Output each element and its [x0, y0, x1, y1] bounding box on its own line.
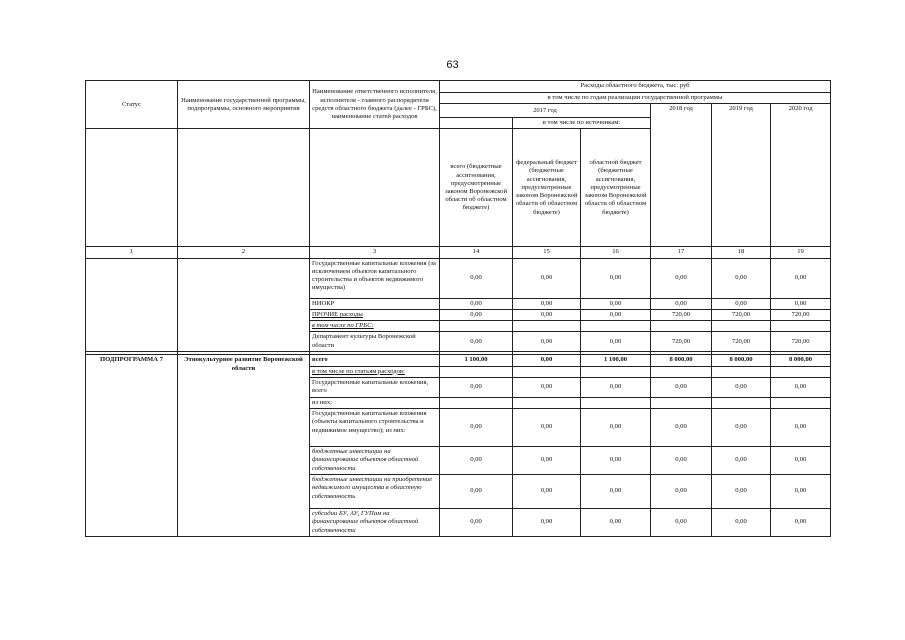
- value-cell: [651, 366, 712, 377]
- value-cell: [771, 366, 831, 377]
- value-cell: 0,00: [440, 475, 513, 509]
- value-cell: 0,00: [771, 258, 831, 298]
- value-cell: 0,00: [581, 475, 651, 509]
- column-number: 2: [178, 247, 310, 258]
- header-total: всего (бюджетные ассигнования, предусмотренные законом Воронежской области об областном бюджете): [440, 129, 513, 247]
- table-row: [86, 355, 831, 366]
- header-by-years: в том числе по годам реализации государственной программы: [440, 93, 831, 104]
- status-cell-empty: [86, 258, 178, 352]
- header-program-cont: [178, 129, 310, 247]
- value-cell: 0,00: [513, 309, 581, 320]
- value-cell: 720,00: [771, 309, 831, 320]
- value-cell: 0,00: [513, 298, 581, 309]
- value-cell: 0,00: [712, 258, 771, 298]
- value-cell: 8 000,00: [651, 355, 712, 366]
- row-label: Департамент культуры Воронежской области: [310, 332, 440, 352]
- value-cell: 720,00: [651, 332, 712, 352]
- value-cell: [513, 366, 581, 377]
- value-cell: [651, 321, 712, 332]
- header-total-spacer: [440, 118, 513, 129]
- row-label: ПРОЧИЕ расходы: [310, 309, 440, 320]
- value-cell: 0,00: [440, 258, 513, 298]
- value-cell: 0,00: [513, 377, 581, 397]
- header-year-2018: 2018 год: [651, 104, 712, 247]
- row-label: НИОКР: [310, 298, 440, 309]
- value-cell: 0,00: [771, 475, 831, 509]
- value-cell: 0,00: [440, 332, 513, 352]
- row-label: Государственные капитальные вложения (объекты капитального строительства и недвижимое имущество); из них:: [310, 409, 440, 447]
- value-cell: [771, 397, 831, 408]
- value-cell: 0,00: [581, 332, 651, 352]
- value-cell: 0,00: [440, 509, 513, 537]
- value-cell: 8 000,00: [771, 355, 831, 366]
- column-number: 17: [651, 247, 712, 258]
- value-cell: [513, 321, 581, 332]
- value-cell: 0,00: [513, 509, 581, 537]
- row-label: бюджетные инвестиции на приобретение недвижимого имущества в областную собственность: [310, 475, 440, 509]
- value-cell: 0,00: [440, 409, 513, 447]
- value-cell: 0,00: [651, 298, 712, 309]
- column-number-row: [86, 247, 831, 258]
- value-cell: 0,00: [440, 377, 513, 397]
- budget-table: [85, 80, 831, 537]
- page-number: 63: [446, 59, 459, 71]
- value-cell: 0,00: [771, 298, 831, 309]
- value-cell: 0,00: [440, 298, 513, 309]
- column-number: 16: [581, 247, 651, 258]
- value-cell: [651, 397, 712, 408]
- value-cell: 0,00: [712, 475, 771, 509]
- value-cell: [712, 366, 771, 377]
- row-label: в том числе по статьям расходов:: [310, 366, 440, 377]
- column-number: 14: [440, 247, 513, 258]
- value-cell: 0,00: [771, 409, 831, 447]
- row-label: всего: [310, 355, 440, 366]
- column-number: 19: [771, 247, 831, 258]
- row-label: Государственные капитальные вложения, всего: [310, 377, 440, 397]
- subprogram-status: ПОДПРОГРАММА 7: [86, 355, 178, 536]
- value-cell: 720,00: [712, 332, 771, 352]
- value-cell: [513, 397, 581, 408]
- value-cell: 0,00: [651, 409, 712, 447]
- row-label: Государственные капитальные вложения (за исключением объектов капитального строительства и объектов недвижимого имущества): [310, 258, 440, 298]
- value-cell: [440, 366, 513, 377]
- value-cell: 0,00: [581, 447, 651, 475]
- value-cell: 720,00: [651, 309, 712, 320]
- value-cell: 0,00: [771, 447, 831, 475]
- column-number: 15: [513, 247, 581, 258]
- row-label: бюджетные инвестиции на финансирование объектов областной собственности: [310, 447, 440, 475]
- header-executor-cont: [310, 129, 440, 247]
- value-cell: [440, 321, 513, 332]
- value-cell: 0,00: [513, 447, 581, 475]
- column-number: 18: [712, 247, 771, 258]
- value-cell: [712, 397, 771, 408]
- value-cell: 1 100,00: [581, 355, 651, 366]
- value-cell: 0,00: [651, 447, 712, 475]
- value-cell: 720,00: [771, 332, 831, 352]
- value-cell: 0,00: [771, 377, 831, 397]
- row-label: субсидии БУ, АУ, ГУПам на финансирование объектов областной собственности: [310, 509, 440, 537]
- value-cell: 0,00: [712, 409, 771, 447]
- column-number: 3: [310, 247, 440, 258]
- program-cell-empty: [178, 258, 310, 352]
- value-cell: 0,00: [513, 258, 581, 298]
- value-cell: 0,00: [581, 309, 651, 320]
- value-cell: 1 100,00: [440, 355, 513, 366]
- value-cell: 0,00: [712, 377, 771, 397]
- header-federal: федеральный бюджет (бюджетные ассигнования, предусмотренные законом Воронежской области об областном бюджете): [513, 129, 581, 247]
- value-cell: [712, 321, 771, 332]
- header-year-2017: 2017 год: [440, 104, 651, 118]
- row-label: из них:: [310, 397, 440, 408]
- value-cell: [771, 321, 831, 332]
- header-year-2019: 2019 год: [712, 104, 771, 247]
- value-cell: [581, 397, 651, 408]
- value-cell: 0,00: [581, 409, 651, 447]
- value-cell: 0,00: [513, 475, 581, 509]
- row-label: в том числе по ГРБС:: [310, 321, 440, 332]
- header-status-cont: [86, 129, 178, 247]
- value-cell: 0,00: [581, 298, 651, 309]
- subprogram-name: Этнокультурное развитие Воронежской области: [178, 355, 310, 536]
- header-year-2020: 2020 год: [771, 104, 831, 247]
- value-cell: 0,00: [513, 332, 581, 352]
- value-cell: [581, 366, 651, 377]
- value-cell: 0,00: [712, 298, 771, 309]
- value-cell: 0,00: [651, 258, 712, 298]
- value-cell: 0,00: [581, 258, 651, 298]
- value-cell: 0,00: [440, 309, 513, 320]
- value-cell: [581, 321, 651, 332]
- value-cell: 0,00: [651, 509, 712, 537]
- header-regional: областной бюджет (бюджетные ассигнования, предусмотренные законом Воронежской области об областном бюджете): [581, 129, 651, 247]
- value-cell: 0,00: [581, 509, 651, 537]
- value-cell: 0,00: [581, 377, 651, 397]
- header-program-name: Наименование государственной программы, подпрограммы, основного мероприятия: [178, 81, 310, 129]
- value-cell: 0,00: [712, 509, 771, 537]
- header-status: Статус: [86, 81, 178, 129]
- value-cell: 0,00: [440, 447, 513, 475]
- value-cell: 0,00: [651, 475, 712, 509]
- value-cell: 0,00: [712, 447, 771, 475]
- value-cell: 720,00: [712, 309, 771, 320]
- value-cell: 0,00: [513, 355, 581, 366]
- value-cell: [440, 397, 513, 408]
- value-cell: 0,00: [651, 377, 712, 397]
- column-number: 1: [86, 247, 178, 258]
- header-executor: Наименование ответственного исполнителя, исполнителя - главного распорядителя средств областного бюджета (далее - ГРБС), наименование статей расходов: [310, 81, 440, 129]
- header-by-sources: в том числе по источникам:: [513, 118, 651, 129]
- header-expenses: Расходы областного бюджета, тыс. руб: [440, 81, 831, 93]
- value-cell: 0,00: [771, 509, 831, 537]
- value-cell: 8 000,00: [712, 355, 771, 366]
- value-cell: 0,00: [513, 409, 581, 447]
- table-row: [86, 258, 831, 298]
